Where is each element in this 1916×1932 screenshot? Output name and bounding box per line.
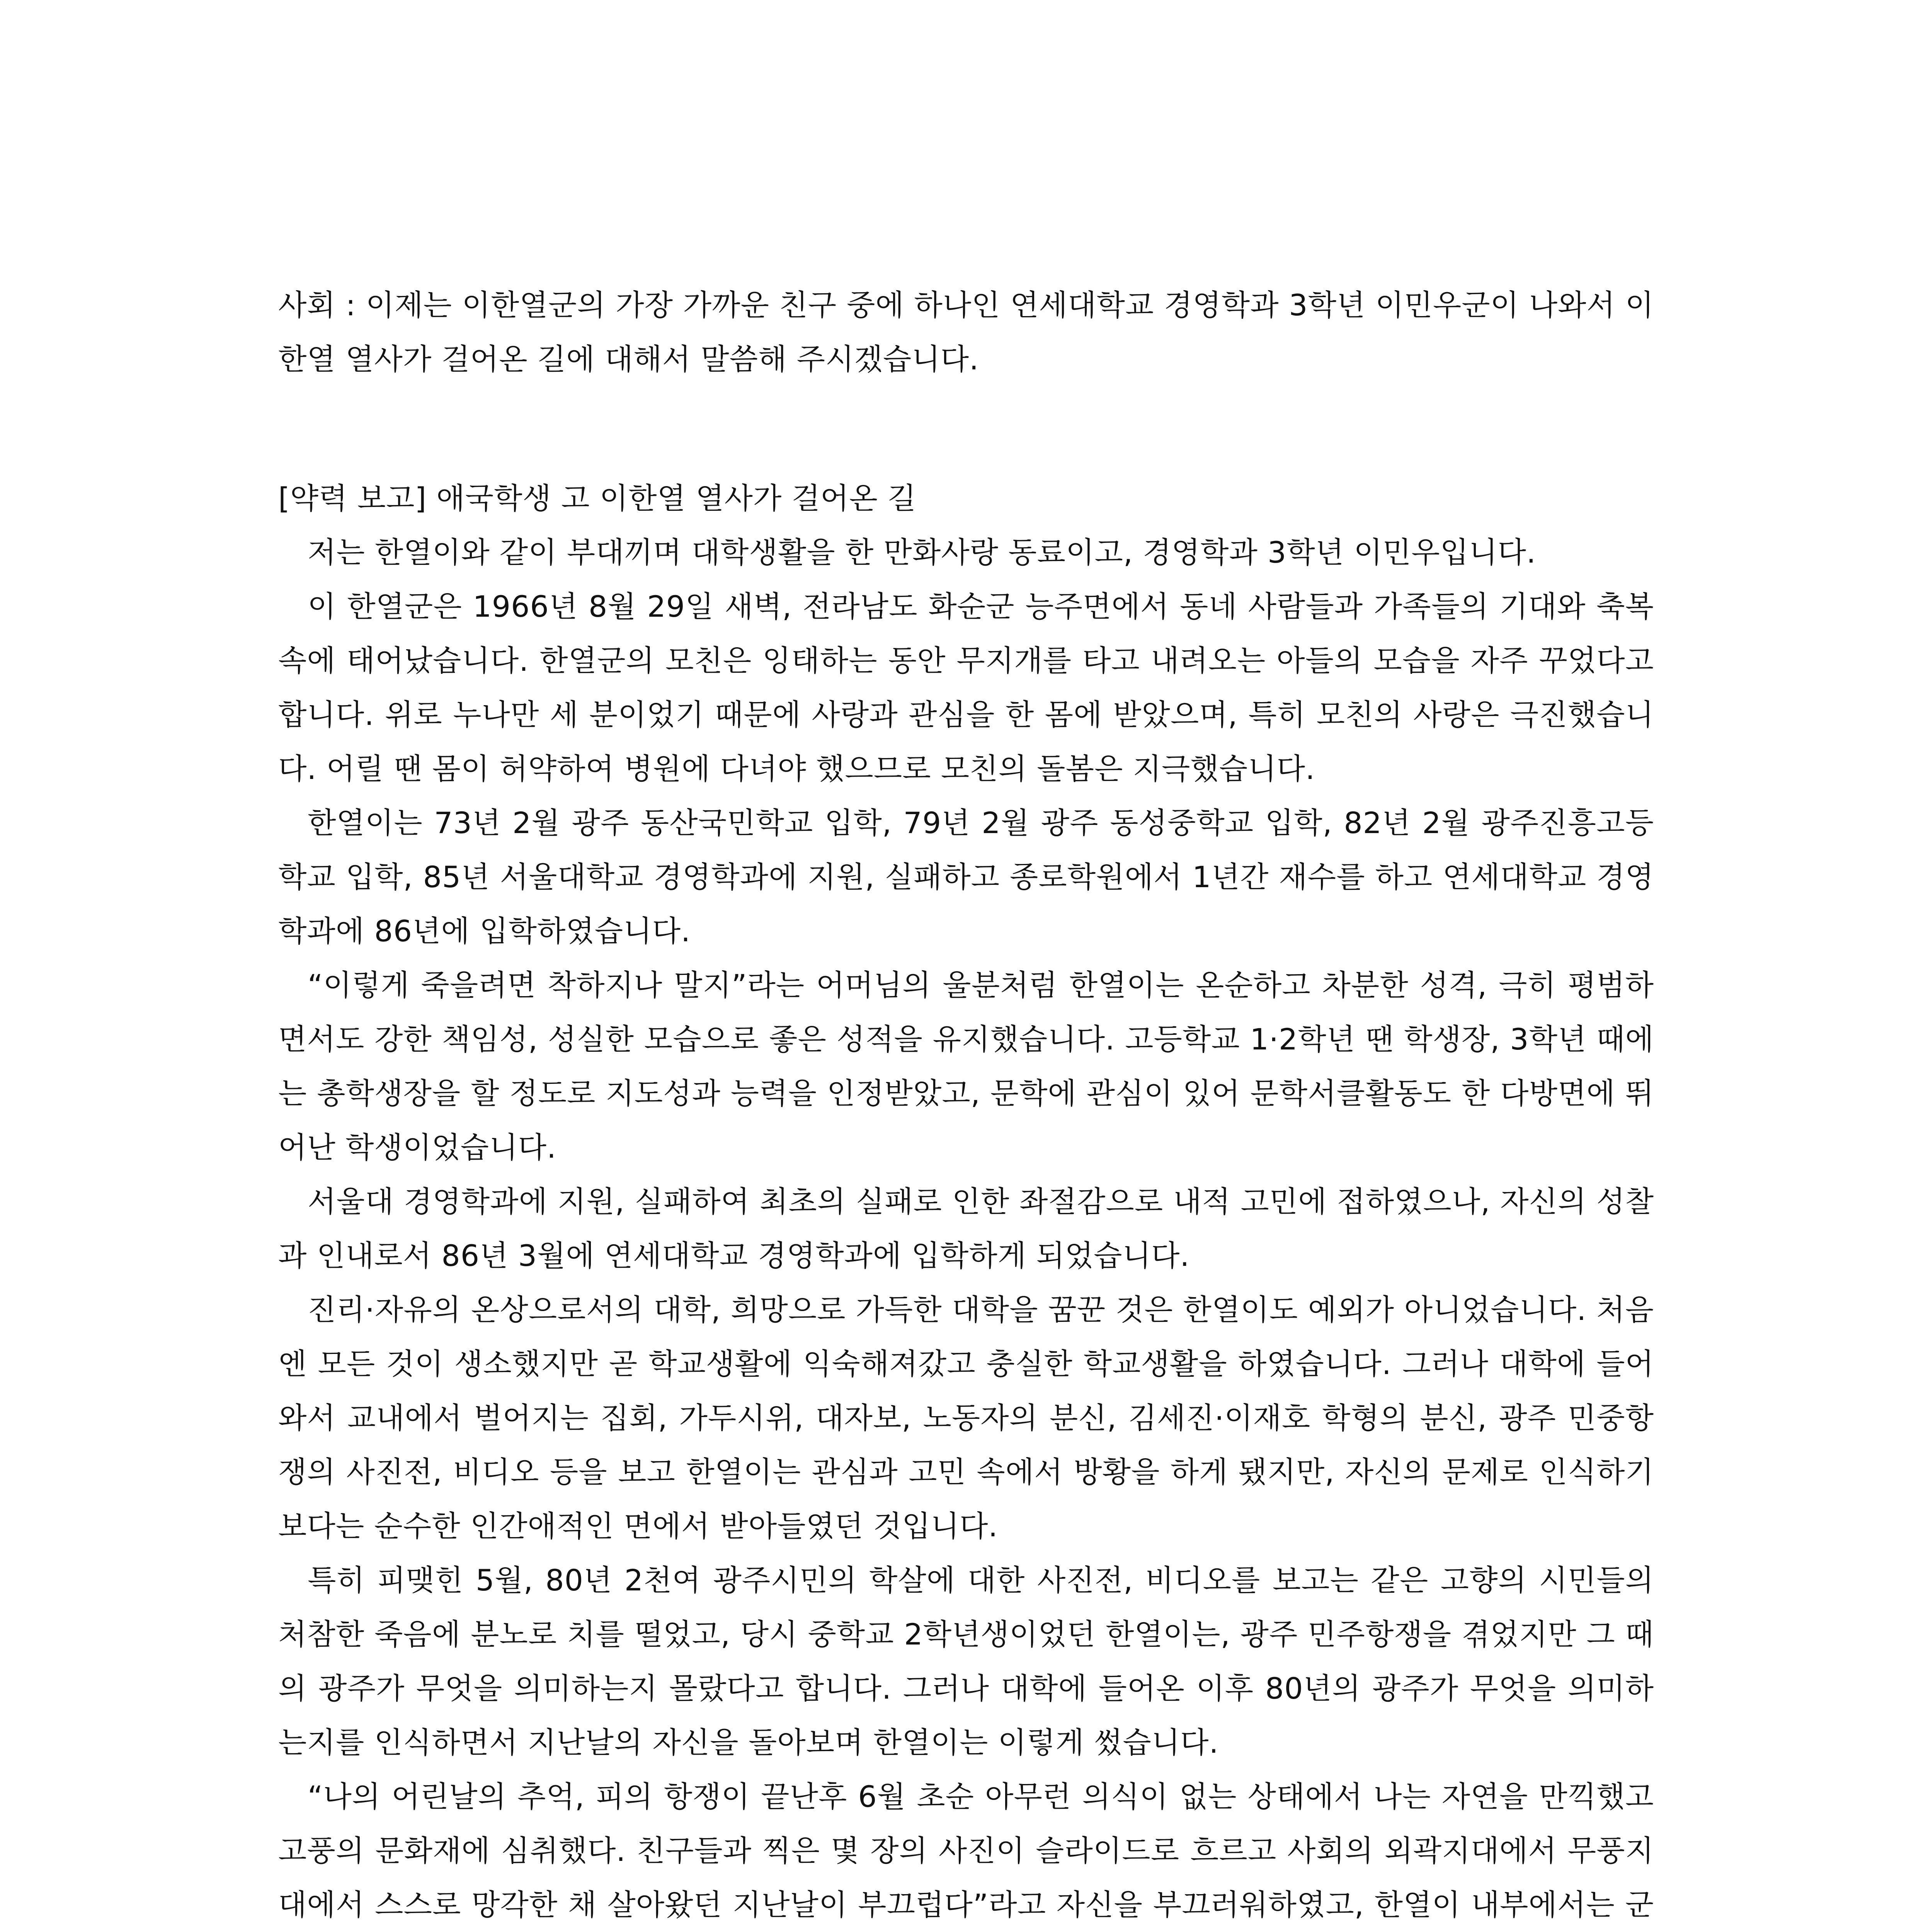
document-body bbox=[278, 278, 1654, 1932]
paragraph: “나의 어린날의 추억, 피의 항쟁이 끝난후 6월 초순 아무런 의식이 없는 상태에서 나는 자연을 만끽했고 고풍의 문화재에 심취했다. 친구들과 찍은 몇 장의 사진이 슬라이드로 흐르고 사회의 외곽지대에서 무풍지대에서 스스로 망각한 채 살아왔던 지난날이 부끄럽다”라고 자신을 부끄러워하였고, 한열이 내부에서는 군 bbox=[278, 1779, 1654, 1922]
moderator-intro: 사회 : 이제는 이한열군의 가장 가까운 친구 중에 하나인 연세대학교 경영학과 3학년 이민우군이 나와서 이한열 열사가 걸어온 길에 대해서 말씀해 주시겠습니다. bbox=[278, 288, 1654, 376]
paragraph: 진리·자유의 온상으로서의 대학, 희망으로 가득한 대학을 꿈꾼 것은 한열이도 예외가 아니었습니다. 처음엔 모든 것이 생소했지만 곧 학교생활에 익숙해져갔고 충실한 학교생활을 하였습니다. 그러나 대학에 들어와서 교내에서 벌어지는 집회, 가두시위, 대자보, 노동자의 분신, 김세진·이재호 학형의 분신, 광주 민중항쟁의 사진전, 비디오 등을 보고 한열이는 관심과 고민 속에서 방황을 하게 됐지만, 자신의 문제로 인식하기보다는 순수한 인간애적인 면에서 받아들였던 것입니다. bbox=[278, 1293, 1654, 1543]
paragraph: 한열이는 73년 2월 광주 동산국민학교 입학, 79년 2월 광주 동성중학교 입학, 82년 2월 광주진흥고등학교 입학, 85년 서울대학교 경영학과에 지원, 실패하고 종로학원에서 1년간 재수를 하고 연세대학교 경영학과에 86년에 입학하였습니다. bbox=[278, 806, 1654, 948]
section-gap bbox=[278, 386, 1654, 471]
paragraph: 특히 피맺힌 5월, 80년 2천여 광주시민의 학살에 대한 사진전, 비디오를 보고는 같은 고향의 시민들의 처참한 죽음에 분노로 치를 떨었고, 당시 중학교 2학년생이었던 한열이는, 광주 민주항쟁을 겪었지만 그 때의 광주가 무엇을 의미하는지 몰랐다고 합니다. 그러나 대학에 들어온 이후 80년의 광주가 무엇을 의미하는지를 인식하면서 지난날의 자신을 돌아보며 한열이는 이렇게 썼습니다. bbox=[278, 1563, 1654, 1760]
paragraph: “이렇게 죽을려면 착하지나 말지”라는 어머님의 울분처럼 한열이는 온순하고 차분한 성격, 극히 평범하면서도 강한 책임성, 성실한 모습으로 좋은 성적을 유지했습니다. 고등학교 1·2학년 땐 학생장, 3학년 때에는 총학생장을 할 정도로 지도성과 능력을 인정받았고, 문학에 관심이 있어 문학서클활동도 한 다방면에 뛰어난 학생이었습니다. bbox=[278, 968, 1654, 1165]
section-heading: [약력 보고] 애국학생 고 이한열 열사가 걸어온 길 bbox=[278, 481, 917, 515]
paragraph: 이 한열군은 1966년 8월 29일 새벽, 전라남도 화순군 능주면에서 동네 사람들과 가족들의 기대와 축복 속에 태어났습니다. 한열군의 모친은 잉태하는 동안 무지개를 타고 내려오는 아들의 모습을 자주 꾸었다고 합니다. 위로 누나만 세 분이었기 때문에 사랑과 관심을 한 몸에 받았으며, 특히 모친의 사랑은 극진했습니다. 어릴 땐 몸이 허약하여 병원에 다녀야 했으므로 모친의 돌봄은 지극했습니다. bbox=[278, 589, 1654, 786]
paragraph: 저는 한열이와 같이 부대끼며 대학생활을 한 만화사랑 동료이고, 경영학과 3학년 이민우입니다. bbox=[308, 535, 1537, 570]
paragraph: 서울대 경영학과에 지원, 실패하여 최초의 실패로 인한 좌절감으로 내적 고민에 접하였으나, 자신의 성찰과 인내로서 86년 3월에 연세대학교 경영학과에 입학하게 되었습니다. bbox=[278, 1184, 1654, 1273]
